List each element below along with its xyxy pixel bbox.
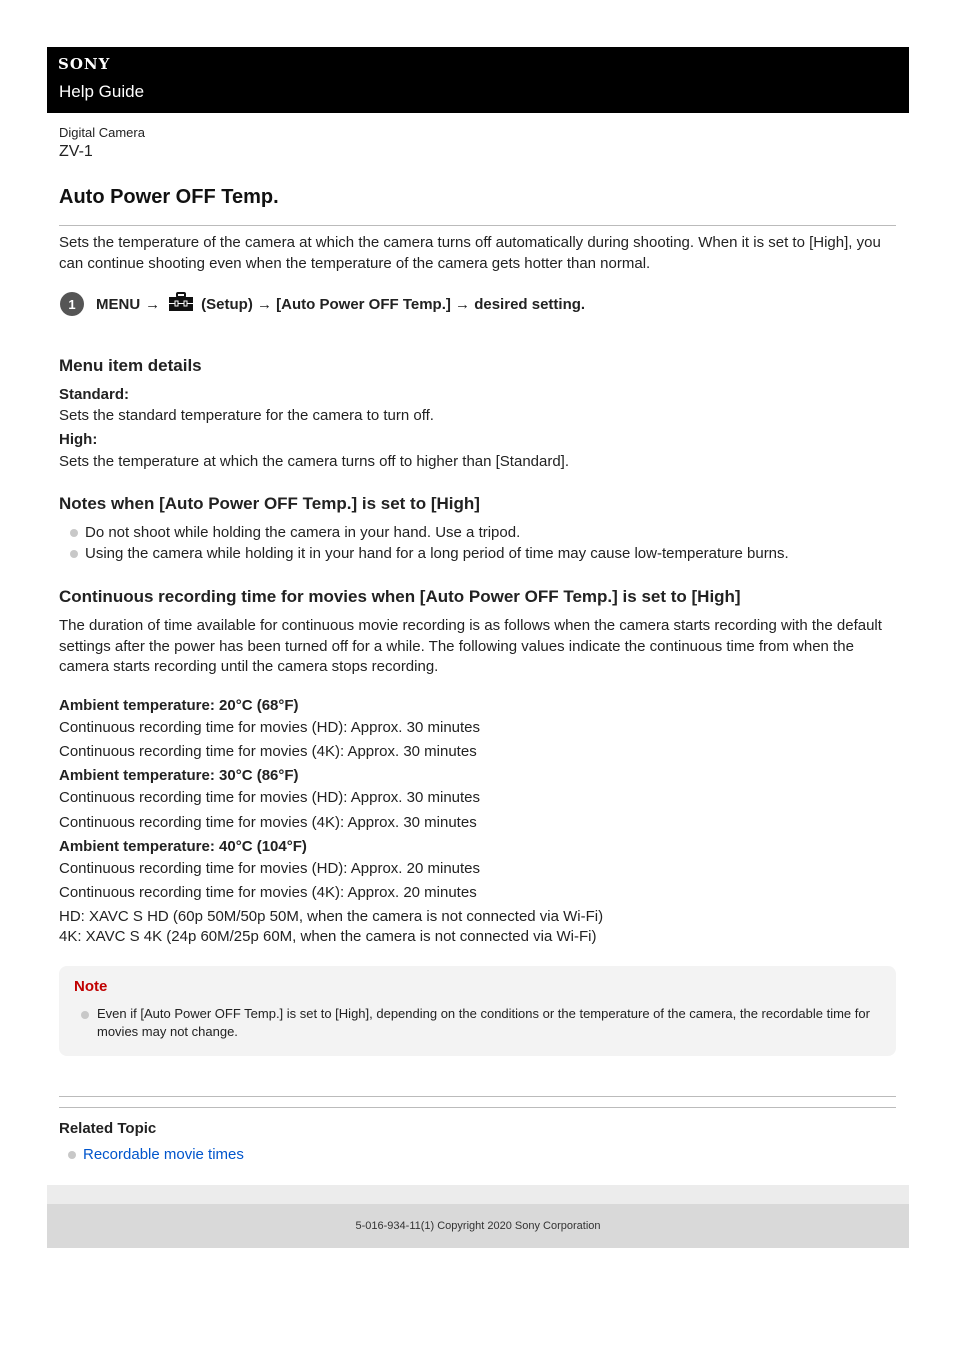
step-instruction — [96, 292, 585, 316]
continuous-text: The duration of time available for continuous movie recording is as follows when the camera starts recording with the default settings after the power has been turned off for a while. The following values indicate the continuous time from when the camera starts recording until the camera stops recording. — [59, 617, 882, 675]
ambient-temp-20: Ambient temperature: 20°C (68°F) — [59, 697, 299, 714]
title-divider — [59, 225, 896, 226]
step-number-badge: 1 — [60, 292, 84, 316]
option-label-high: High: — [59, 431, 98, 448]
recording-time-4k: Continuous recording time for movies (4K): Approx. 30 minutes — [59, 743, 477, 760]
page-title: Auto Power OFF Temp. — [59, 186, 279, 208]
note-item — [81, 1005, 881, 1041]
bullet-icon — [81, 1011, 89, 1019]
related-topic-heading: Related Topic — [59, 1120, 157, 1137]
option-desc-high: Sets the temperature at which the camera turns off to higher than [Standard]. — [59, 453, 570, 470]
recording-time-4k: Continuous recording time for movies (4K): Approx. 20 minutes — [59, 884, 477, 901]
option-desc-standard: Sets the standard temperature for the camera to turn off. — [59, 407, 434, 424]
continuous-heading: Continuous recording time for movies when [Auto Power OFF Temp.] is set to [High] — [59, 587, 741, 606]
list-item — [68, 1146, 244, 1163]
section-divider — [59, 1096, 896, 1097]
recording-time-4k: Continuous recording time for movies (4K): Approx. 30 minutes — [59, 814, 477, 831]
product-category: Digital Camera — [59, 125, 145, 140]
footer-band — [47, 1185, 909, 1204]
ambient-temp-30: Ambient temperature: 30°C (86°F) — [59, 767, 299, 784]
arrow-label: → — [145, 295, 161, 313]
step-1 — [60, 292, 585, 316]
related-link-recordable-movie-times[interactable]: Recordable movie times — [83, 1146, 244, 1163]
sony-logo: SONY — [58, 55, 111, 73]
intro-text: Sets the temperature of the camera at which the camera turns off automatically during shooting. When it is set to [High], you can continue shooting even when the temperature of the camera gets hotter than normal. — [59, 234, 881, 272]
toolbox-icon — [168, 292, 194, 316]
recording-time-hd: Continuous recording time for movies (HD): Approx. 30 minutes — [59, 789, 481, 806]
help-guide-label: Help Guide — [59, 82, 145, 101]
bullet-icon — [68, 1151, 76, 1159]
product-model: ZV-1 — [59, 143, 93, 160]
bullet-text: Using the camera while holding it in your hand for a long period of time may cause low-temperature burns. — [85, 545, 789, 562]
note-title: Note — [74, 978, 108, 995]
option-label-standard: Standard: — [59, 386, 130, 403]
section-divider — [59, 1107, 896, 1108]
header-bar — [47, 47, 909, 113]
footer — [47, 1204, 909, 1248]
bullet-icon — [70, 529, 78, 537]
recording-time-hd: Continuous recording time for movies (HD): Approx. 20 minutes — [59, 860, 481, 877]
menu-details-heading: Menu item details — [59, 356, 202, 375]
list-item — [70, 545, 789, 562]
notes-high-heading: Notes when [Auto Power OFF Temp.] is set to [High] — [59, 494, 480, 513]
ambient-temp-40: Ambient temperature: 40°C (104°F) — [59, 838, 307, 855]
4k-definition: 4K: XAVC S 4K (24p 60M/25p 60M, when the camera is not connected via Wi-Fi) — [59, 928, 597, 945]
setup-path: (Setup) → [Auto Power OFF Temp.] → desired setting. — [201, 295, 586, 313]
bullet-text: Do not shoot while holding the camera in your hand. Use a tripod. — [85, 524, 521, 541]
recording-time-hd: Continuous recording time for movies (HD): Approx. 30 minutes — [59, 719, 481, 736]
list-item — [70, 524, 520, 541]
copyright-text: 5-016-934-11(1) Copyright 2020 Sony Corporation — [355, 1220, 601, 1232]
note-box — [59, 966, 896, 1056]
bullet-icon — [70, 550, 78, 558]
menu-label: MENU — [96, 295, 141, 313]
hd-definition: HD: XAVC S HD (60p 50M/50p 50M, when the camera is not connected via Wi-Fi) — [59, 908, 604, 925]
note-text: Even if [Auto Power OFF Temp.] is set to [High], depending on the conditions or the temperature of the camera, the recordable time for movies may not change. — [97, 1006, 870, 1039]
